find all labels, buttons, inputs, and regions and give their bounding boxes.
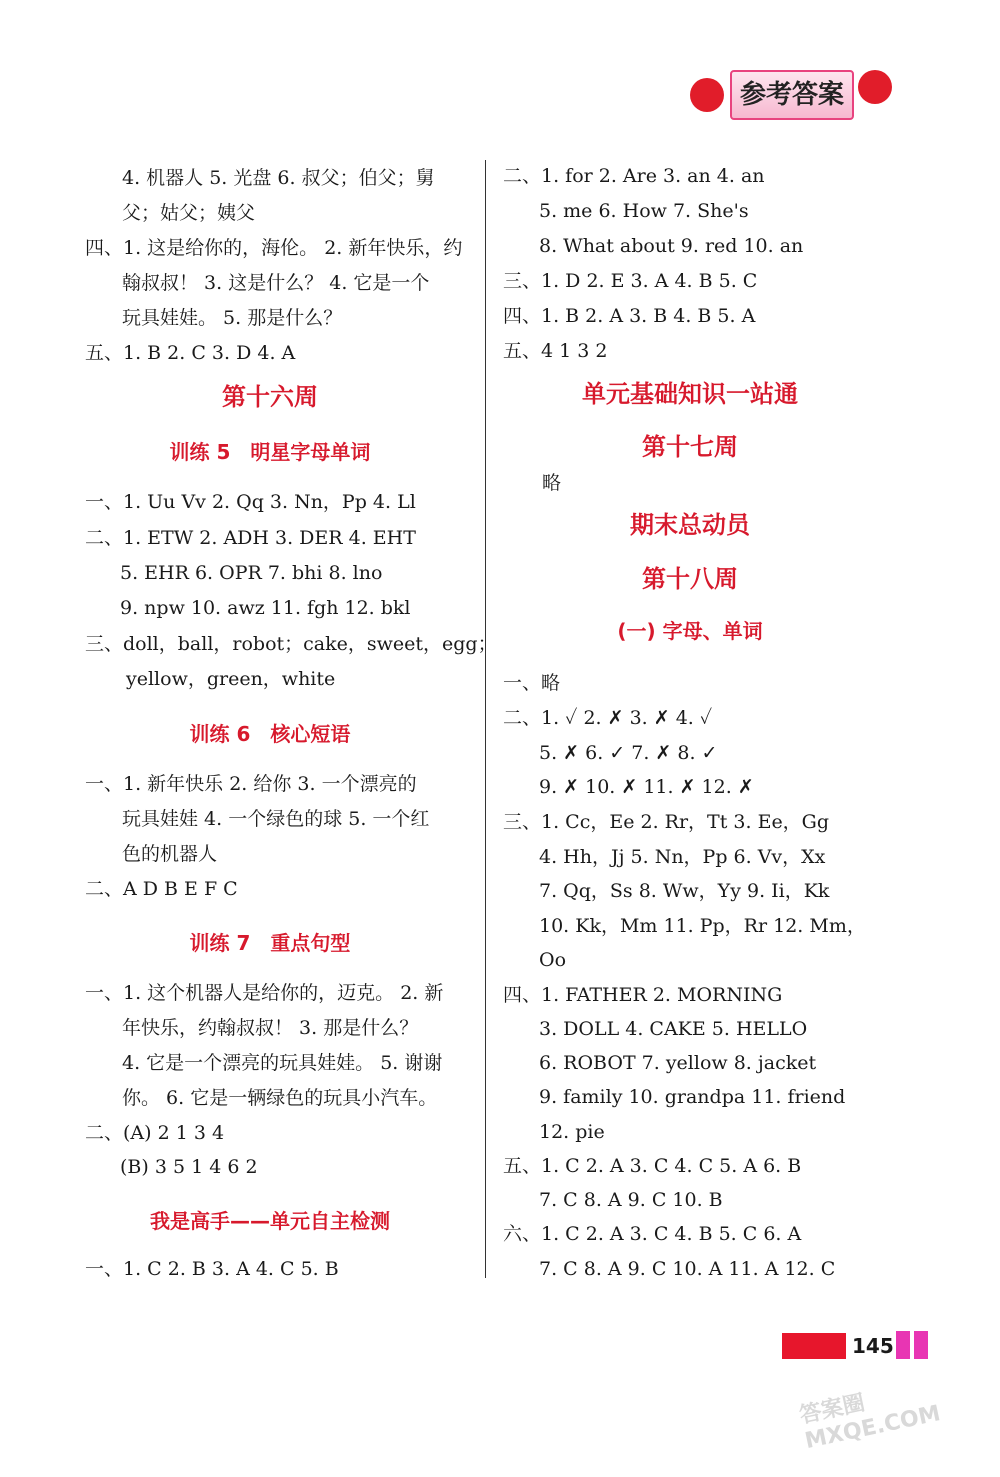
answer-line: 12. pie (539, 1121, 605, 1143)
header-title: 参考答案 (739, 80, 844, 110)
page-number-accent (896, 1331, 910, 1359)
page-number-bar (782, 1333, 846, 1359)
answer-line: 六、1. C 2. A 3. C 4. B 5. C 6. A (503, 1223, 802, 1245)
answer-line: 四、1. FATHER 2. MORNING (503, 984, 783, 1006)
answer-line: 翰叔叔！ 3. 这是什么？ 4. 它是一个 (122, 272, 430, 294)
answer-line: 3. DOLL 4. CAKE 5. HELLO (539, 1018, 808, 1040)
answer-line: Oo (539, 949, 567, 971)
page-number: 145 (852, 1334, 894, 1358)
answer-line: 二、1. for 2. Are 3. an 4. an (503, 165, 765, 187)
answer-line: 一、略 (503, 672, 561, 694)
answer-line: 7. Qq，Ss 8. Ww，Yy 9. Ii，Kk (539, 880, 830, 902)
answer-line: 一、1. Uu Vv 2. Qq 3. Nn，Pp 4. Ll (85, 491, 416, 513)
answer-line: 五、4 1 3 2 (503, 340, 608, 362)
page-number-accent (914, 1331, 928, 1359)
answer-line: 年快乐，约翰叔叔！ 3. 那是什么？ (122, 1017, 419, 1039)
answer-line: 三、1. D 2. E 3. A 4. B 5. C (503, 270, 758, 292)
answer-line: 7. C 8. A 9. C 10. B (539, 1189, 723, 1211)
answer-line: 二、A D B E F C (85, 878, 238, 900)
right-figure-icon (858, 70, 892, 104)
answer-line: 二、1. ETW 2. ADH 3. DER 4. EHT (85, 527, 416, 549)
answer-line: 5. EHR 6. OPR 7. bhi 8. lno (120, 562, 383, 584)
answer-line: 6. ROBOT 7. yellow 8. jacket (539, 1052, 817, 1074)
answer-line: 4. Hh，Jj 5. Nn，Pp 6. Vv，Xx (539, 846, 826, 868)
answer-line: 略 (542, 472, 562, 494)
answer-line: yellow，green，white (126, 668, 336, 690)
subsection-heading: 我是高手——单元自主检测 (150, 1209, 390, 1233)
answer-line: 一、1. 新年快乐 2. 给你 3. 一个漂亮的 (85, 773, 417, 795)
section-heading: 第十六周 (222, 383, 318, 411)
answer-line: 9. family 10. grandpa 11. friend (539, 1086, 846, 1108)
answer-line: 色的机器人 (122, 843, 218, 865)
answer-line: 玩具娃娃。 5. 那是什么？ (122, 307, 343, 329)
column-divider (485, 160, 486, 1278)
answer-line: 8. What about 9. red 10. an (539, 235, 804, 257)
answer-line: 9. ✗ 10. ✗ 11. ✗ 12. ✗ (539, 776, 754, 798)
subsection-heading: (一) 字母、单词 (617, 619, 763, 643)
answer-line: 4. 机器人 5. 光盘 6. 叔父；伯父；舅 (122, 167, 435, 189)
answer-line: 9. npw 10. awz 11. fgh 12. bkl (120, 597, 411, 619)
section-heading: 第十七周 (642, 433, 738, 461)
answer-line: 一、1. C 2. B 3. A 4. C 5. B (85, 1258, 339, 1280)
answer-line: (B) 3 5 1 4 6 2 (120, 1156, 258, 1178)
answer-line: 父；姑父；姨父 (122, 202, 256, 224)
section-heading: 第十八周 (642, 565, 738, 593)
answer-line: 7. C 8. A 9. C 10. A 11. A 12. C (539, 1258, 836, 1280)
answer-line: 你。 6. 它是一辆绿色的玩具小汽车。 (122, 1087, 438, 1109)
section-heading: 期末总动员 (630, 511, 750, 539)
subsection-heading: 训练 5 明星字母单词 (169, 440, 371, 464)
answer-line: 4. 它是一个漂亮的玩具娃娃。 5. 谢谢 (122, 1052, 443, 1074)
answer-line: 二、1. ✓ 2. ✗ 3. ✗ 4. ✓ (503, 707, 713, 729)
answer-line: 5. me 6. How 7. She's (539, 200, 749, 222)
answer-line: 四、1. 这是给你的，海伦。 2. 新年快乐，约 (85, 237, 463, 259)
answer-line: 五、1. B 2. C 3. D 4. A (85, 342, 296, 364)
answer-line: 二、(A) 2 1 3 4 (85, 1122, 225, 1144)
left-figure-icon (690, 78, 724, 112)
answer-line: 玩具娃娃 4. 一个绿色的球 5. 一个红 (122, 808, 430, 830)
answer-line: 五、1. C 2. A 3. C 4. C 5. A 6. B (503, 1155, 802, 1177)
subsection-heading: 训练 7 重点句型 (189, 931, 351, 955)
watermark: 答案圈 MXQE.COM (797, 1390, 943, 1455)
answer-line: 一、1. 这个机器人是给你的，迈克。 2. 新 (85, 982, 444, 1004)
subsection-heading: 训练 6 核心短语 (189, 722, 351, 746)
answer-line: 5. ✗ 6. ✓ 7. ✗ 8. ✓ (539, 742, 718, 764)
answer-key-header-badge (690, 62, 895, 128)
answer-line: 三、doll，ball，robot；cake，sweet，egg； (85, 633, 497, 655)
section-heading: 单元基础知识一站通 (582, 380, 798, 408)
answer-line: 三、1. Cc，Ee 2. Rr，Tt 3. Ee，Gg (503, 811, 830, 833)
answer-line: 10. Kk，Mm 11. Pp，Rr 12. Mm， (539, 915, 866, 937)
answer-line: 四、1. B 2. A 3. B 4. B 5. A (503, 305, 756, 327)
